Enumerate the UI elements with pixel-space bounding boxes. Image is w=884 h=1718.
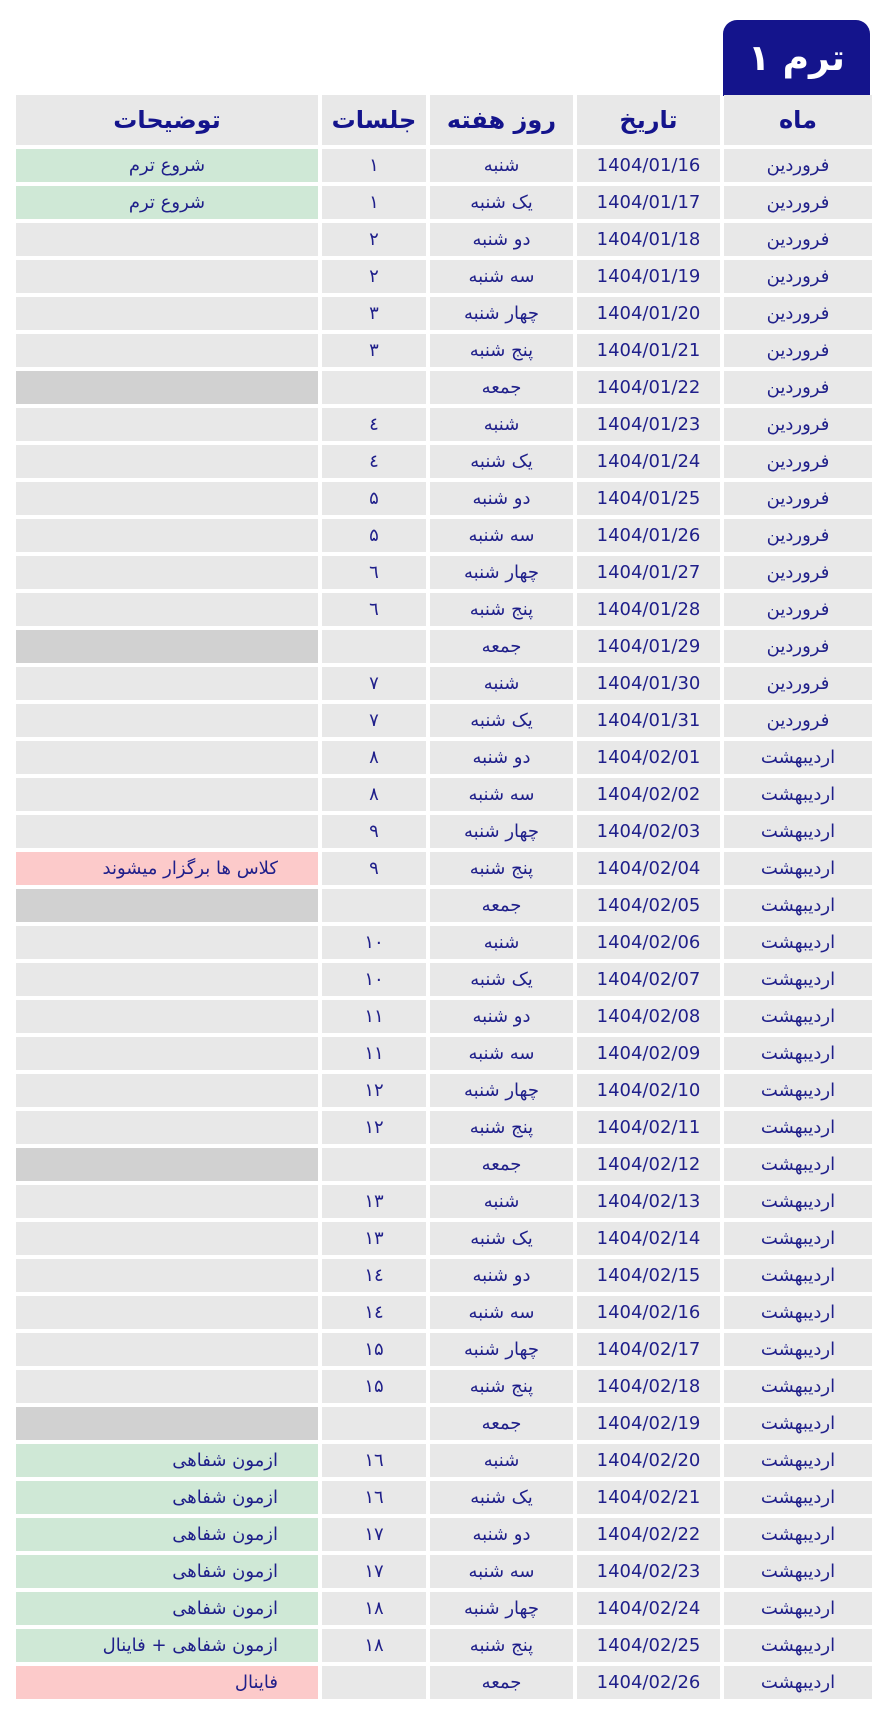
cell-weekday: شنبه [430,1185,573,1218]
table-row [16,667,870,700]
cell-month: فروردین [724,371,872,404]
cell-session: ٦ [322,593,426,626]
cell-session: ۲ [322,223,426,256]
cell-notes [16,1222,318,1255]
cell-weekday: جمعه [430,371,573,404]
table-row [16,1000,870,1033]
cell-weekday: چهار شنبه [430,1074,573,1107]
cell-weekday: دو شنبه [430,741,573,774]
cell-date: 1404/01/21 [577,334,720,367]
cell-date: 1404/01/30 [577,667,720,700]
cell-session: ۱۰ [322,963,426,996]
cell-month: فروردین [724,704,872,737]
cell-session [322,630,426,663]
cell-date: 1404/02/13 [577,1185,720,1218]
cell-notes [16,667,318,700]
cell-month: اردیبهشت [724,1148,872,1181]
cell-weekday: پنج شنبه [430,1629,573,1662]
table-row [16,408,870,441]
cell-weekday: جمعه [430,889,573,922]
header-month: ماه [724,95,872,145]
table-row [16,926,870,959]
cell-month: فروردین [724,519,872,552]
table-row [16,1333,870,1366]
cell-date: 1404/02/09 [577,1037,720,1070]
cell-weekday: جمعه [430,1666,573,1699]
cell-date: 1404/01/26 [577,519,720,552]
cell-date: 1404/01/25 [577,482,720,515]
cell-date: 1404/02/04 [577,852,720,885]
cell-session: ۱۱ [322,1000,426,1033]
cell-date: 1404/02/03 [577,815,720,848]
table-row [16,741,870,774]
cell-weekday: چهار شنبه [430,1333,573,1366]
cell-session: ۳ [322,334,426,367]
table-row [16,1370,870,1403]
table-header-row [16,95,870,145]
cell-date: 1404/02/19 [577,1407,720,1440]
cell-session: ۱۵ [322,1333,426,1366]
cell-month: فروردین [724,223,872,256]
cell-notes [16,630,318,663]
cell-date: 1404/02/05 [577,889,720,922]
table-row [16,889,870,922]
table-row [16,1074,870,1107]
cell-weekday: سه شنبه [430,1296,573,1329]
cell-notes [16,445,318,478]
cell-notes [16,889,318,922]
cell-session: ۱۵ [322,1370,426,1403]
cell-month: فروردین [724,593,872,626]
cell-date: 1404/01/24 [577,445,720,478]
cell-session: ٦ [322,556,426,589]
cell-notes: شروع ترم [16,186,318,219]
cell-notes [16,297,318,330]
cell-month: اردیبهشت [724,1259,872,1292]
schedule-table [16,95,870,1703]
table-row [16,778,870,811]
cell-month: فروردین [724,445,872,478]
cell-weekday: چهار شنبه [430,556,573,589]
table-row [16,704,870,737]
cell-month: فروردین [724,667,872,700]
cell-date: 1404/02/02 [577,778,720,811]
table-row [16,334,870,367]
cell-session: ٤ [322,445,426,478]
cell-session: ۸ [322,778,426,811]
cell-notes: شروع ترم [16,149,318,182]
cell-session [322,371,426,404]
cell-session [322,889,426,922]
cell-weekday: چهار شنبه [430,297,573,330]
cell-session: ۱۰ [322,926,426,959]
table-row [16,297,870,330]
cell-notes [16,926,318,959]
cell-month: اردیبهشت [724,1037,872,1070]
table-row [16,1592,870,1625]
cell-session: ۱۸ [322,1629,426,1662]
table-row [16,482,870,515]
cell-date: 1404/02/10 [577,1074,720,1107]
cell-weekday: پنج شنبه [430,334,573,367]
table-row [16,1148,870,1181]
table-row [16,149,870,182]
cell-weekday: سه شنبه [430,1555,573,1588]
cell-notes [16,1259,318,1292]
cell-notes [16,704,318,737]
cell-month: فروردین [724,630,872,663]
cell-session: ٤ [322,408,426,441]
cell-session [322,1666,426,1699]
cell-notes: ازمون شفاهی [16,1555,318,1588]
cell-notes: فاینال [16,1666,318,1699]
cell-session: ۹ [322,815,426,848]
cell-month: اردیبهشت [724,1666,872,1699]
cell-weekday: جمعه [430,1407,573,1440]
cell-date: 1404/02/16 [577,1296,720,1329]
cell-date: 1404/02/06 [577,926,720,959]
cell-date: 1404/01/27 [577,556,720,589]
cell-weekday: یک شنبه [430,704,573,737]
cell-date: 1404/01/31 [577,704,720,737]
cell-month: اردیبهشت [724,1592,872,1625]
cell-session: ۳ [322,297,426,330]
cell-month: اردیبهشت [724,741,872,774]
cell-session: ۱٦ [322,1444,426,1477]
cell-notes: کلاس ها برگزار میشوند [16,852,318,885]
cell-month: اردیبهشت [724,1185,872,1218]
table-row [16,1185,870,1218]
cell-session: ۱ [322,149,426,182]
cell-notes [16,556,318,589]
cell-date: 1404/02/11 [577,1111,720,1144]
cell-month: فروردین [724,482,872,515]
cell-session: ۵ [322,482,426,515]
cell-date: 1404/02/22 [577,1518,720,1551]
cell-session: ۷ [322,704,426,737]
cell-session: ۱۷ [322,1555,426,1588]
cell-weekday: چهار شنبه [430,1592,573,1625]
cell-month: اردیبهشت [724,852,872,885]
cell-weekday: سه شنبه [430,519,573,552]
table-row [16,371,870,404]
cell-month: اردیبهشت [724,1222,872,1255]
cell-weekday: جمعه [430,1148,573,1181]
table-body [16,149,870,1699]
cell-weekday: یک شنبه [430,963,573,996]
cell-weekday: دو شنبه [430,1000,573,1033]
header-notes: توضیحات [16,95,318,145]
cell-month: فروردین [724,186,872,219]
cell-weekday: پنج شنبه [430,593,573,626]
cell-session: ۵ [322,519,426,552]
cell-month: اردیبهشت [724,1296,872,1329]
cell-weekday: یک شنبه [430,1222,573,1255]
cell-month: اردیبهشت [724,1407,872,1440]
cell-weekday: شنبه [430,1444,573,1477]
cell-notes [16,1074,318,1107]
table-row [16,1629,870,1662]
cell-month: اردیبهشت [724,1333,872,1366]
cell-month: اردیبهشت [724,1518,872,1551]
cell-notes [16,371,318,404]
cell-date: 1404/01/29 [577,630,720,663]
cell-weekday: یک شنبه [430,186,573,219]
cell-notes [16,778,318,811]
cell-weekday: سه شنبه [430,260,573,293]
table-row [16,593,870,626]
cell-session: ۸ [322,741,426,774]
cell-notes [16,334,318,367]
cell-weekday: دو شنبه [430,223,573,256]
cell-weekday: سه شنبه [430,778,573,811]
table-row [16,1037,870,1070]
table-row [16,1481,870,1514]
cell-notes: ازمون شفاهی [16,1444,318,1477]
cell-weekday: جمعه [430,630,573,663]
cell-notes: ازمون شفاهی [16,1518,318,1551]
cell-date: 1404/01/22 [577,371,720,404]
cell-weekday: پنج شنبه [430,852,573,885]
table-row [16,1259,870,1292]
cell-session: ۱۱ [322,1037,426,1070]
cell-date: 1404/02/17 [577,1333,720,1366]
cell-notes: ازمون شفاهی + فاینال [16,1629,318,1662]
cell-date: 1404/01/23 [577,408,720,441]
table-row [16,445,870,478]
cell-notes [16,1407,318,1440]
cell-weekday: دو شنبه [430,482,573,515]
cell-month: فروردین [724,334,872,367]
cell-month: اردیبهشت [724,778,872,811]
cell-session [322,1148,426,1181]
cell-notes [16,1370,318,1403]
cell-month: فروردین [724,408,872,441]
cell-notes: ازمون شفاهی [16,1592,318,1625]
cell-weekday: دو شنبه [430,1259,573,1292]
cell-date: 1404/02/14 [577,1222,720,1255]
header-weekday: روز هفته [430,95,573,145]
cell-session: ۱۸ [322,1592,426,1625]
cell-session [322,1407,426,1440]
cell-session: ۱۷ [322,1518,426,1551]
cell-date: 1404/01/28 [577,593,720,626]
cell-notes [16,815,318,848]
cell-notes [16,1148,318,1181]
cell-month: اردیبهشت [724,889,872,922]
cell-month: اردیبهشت [724,1444,872,1477]
header-date: تاریخ [577,95,720,145]
cell-month: اردیبهشت [724,815,872,848]
table-row [16,1111,870,1144]
cell-date: 1404/02/07 [577,963,720,996]
cell-notes [16,1296,318,1329]
table-row [16,852,870,885]
cell-weekday: دو شنبه [430,1518,573,1551]
cell-weekday: شنبه [430,149,573,182]
cell-notes [16,223,318,256]
cell-date: 1404/02/15 [577,1259,720,1292]
cell-session: ۹ [322,852,426,885]
header-session: جلسات [322,95,426,145]
table-row [16,1222,870,1255]
cell-notes [16,1185,318,1218]
cell-month: فروردین [724,260,872,293]
cell-session: ۱۲ [322,1111,426,1144]
cell-notes [16,260,318,293]
cell-notes [16,519,318,552]
table-row [16,1444,870,1477]
cell-date: 1404/02/12 [577,1148,720,1181]
cell-month: اردیبهشت [724,963,872,996]
cell-date: 1404/02/20 [577,1444,720,1477]
cell-session: ۲ [322,260,426,293]
cell-weekday: یک شنبه [430,445,573,478]
cell-weekday: پنج شنبه [430,1370,573,1403]
cell-month: اردیبهشت [724,926,872,959]
table-row [16,223,870,256]
cell-month: اردیبهشت [724,1000,872,1033]
table-row [16,556,870,589]
cell-session: ۱۳ [322,1185,426,1218]
cell-month: اردیبهشت [724,1555,872,1588]
cell-session: ۱ [322,186,426,219]
table-row [16,519,870,552]
cell-date: 1404/01/16 [577,149,720,182]
cell-month: اردیبهشت [724,1370,872,1403]
cell-month: فروردین [724,149,872,182]
cell-date: 1404/01/17 [577,186,720,219]
cell-date: 1404/01/20 [577,297,720,330]
table-row [16,260,870,293]
cell-notes [16,1000,318,1033]
cell-weekday: یک شنبه [430,1481,573,1514]
cell-date: 1404/02/08 [577,1000,720,1033]
cell-month: اردیبهشت [724,1111,872,1144]
cell-notes: ازمون شفاهی [16,1481,318,1514]
cell-date: 1404/01/19 [577,260,720,293]
table-row [16,186,870,219]
table-row [16,1555,870,1588]
cell-month: اردیبهشت [724,1481,872,1514]
cell-session: ۱٤ [322,1296,426,1329]
table-row [16,630,870,663]
cell-weekday: پنج شنبه [430,1111,573,1144]
cell-weekday: چهار شنبه [430,815,573,848]
cell-session: ۱٦ [322,1481,426,1514]
cell-session: ۱۳ [322,1222,426,1255]
table-row [16,1518,870,1551]
cell-date: 1404/02/18 [577,1370,720,1403]
cell-notes [16,1037,318,1070]
cell-notes [16,1333,318,1366]
cell-notes [16,482,318,515]
cell-session: ۱۲ [322,1074,426,1107]
cell-date: 1404/02/24 [577,1592,720,1625]
cell-month: فروردین [724,297,872,330]
cell-date: 1404/01/18 [577,223,720,256]
cell-weekday: شنبه [430,926,573,959]
cell-date: 1404/02/25 [577,1629,720,1662]
table-row [16,1296,870,1329]
cell-month: اردیبهشت [724,1629,872,1662]
cell-session: ۱٤ [322,1259,426,1292]
term-title: ترم ۱ [723,20,870,96]
cell-notes [16,741,318,774]
cell-weekday: سه شنبه [430,1037,573,1070]
cell-notes [16,963,318,996]
table-row [16,963,870,996]
cell-weekday: شنبه [430,408,573,441]
cell-date: 1404/02/23 [577,1555,720,1588]
cell-notes [16,593,318,626]
cell-date: 1404/02/26 [577,1666,720,1699]
cell-date: 1404/02/01 [577,741,720,774]
cell-date: 1404/02/21 [577,1481,720,1514]
cell-weekday: شنبه [430,667,573,700]
table-row [16,815,870,848]
table-row [16,1666,870,1699]
cell-notes [16,1111,318,1144]
cell-session: ۷ [322,667,426,700]
cell-month: فروردین [724,556,872,589]
cell-month: اردیبهشت [724,1074,872,1107]
cell-notes [16,408,318,441]
table-row [16,1407,870,1440]
